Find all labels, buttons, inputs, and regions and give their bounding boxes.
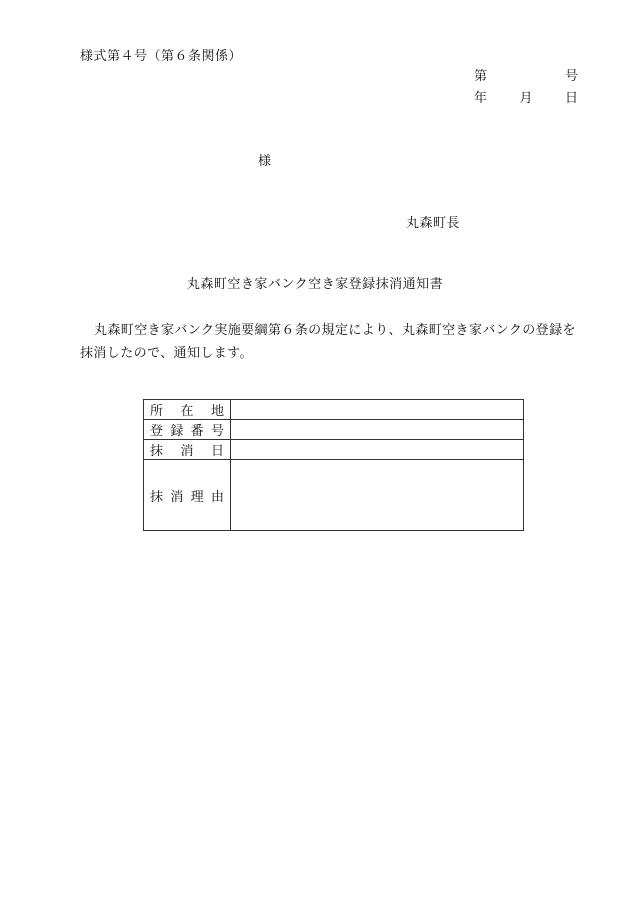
label-location	[144, 400, 231, 420]
table-row	[144, 460, 524, 531]
document-number	[474, 70, 578, 83]
info-table	[143, 399, 524, 531]
label-char: 録	[170, 424, 184, 439]
label-char: 抹	[150, 444, 164, 459]
label-registration-number	[144, 420, 231, 440]
label-char: 在	[180, 404, 194, 419]
doc-number-prefix: 第	[474, 69, 488, 84]
value-registration-number[interactable]	[231, 420, 524, 440]
doc-number-suffix: 号	[564, 69, 578, 84]
form-number: 様式第４号（第６条関係）	[80, 49, 243, 64]
date-year: 年	[474, 91, 488, 106]
label-char: 日	[210, 444, 224, 459]
label-char: 消	[180, 444, 194, 459]
label-char: 地	[210, 404, 224, 419]
document-title: 丸森町空き家バンク空き家登録抹消通知書	[186, 277, 444, 292]
label-cancellation-reason	[144, 460, 231, 531]
table-row	[144, 420, 524, 440]
label-char: 消	[170, 489, 184, 505]
label-char: 理	[190, 489, 204, 505]
issuer: 丸森町長	[406, 216, 461, 231]
label-char: 登	[150, 424, 164, 439]
value-cancellation-reason[interactable]	[231, 460, 524, 531]
label-char: 抹	[150, 489, 164, 505]
date-day: 日	[564, 91, 578, 106]
value-cancellation-date[interactable]	[231, 440, 524, 460]
label-char: 由	[210, 489, 224, 505]
date-month: 月	[519, 91, 533, 106]
table-row	[144, 400, 524, 420]
label-cancellation-date	[144, 440, 231, 460]
label-char: 番	[190, 424, 204, 439]
value-location[interactable]	[231, 400, 524, 420]
document-date	[474, 92, 578, 105]
table-row	[144, 440, 524, 460]
recipient-suffix: 様	[258, 154, 272, 169]
body-text: 丸森町空き家バンク実施要綱第６条の規定により、丸森町空き家バンクの登録を抹消したので、通知します。	[80, 323, 576, 361]
label-char: 号	[210, 424, 224, 439]
label-char: 所	[150, 404, 164, 419]
